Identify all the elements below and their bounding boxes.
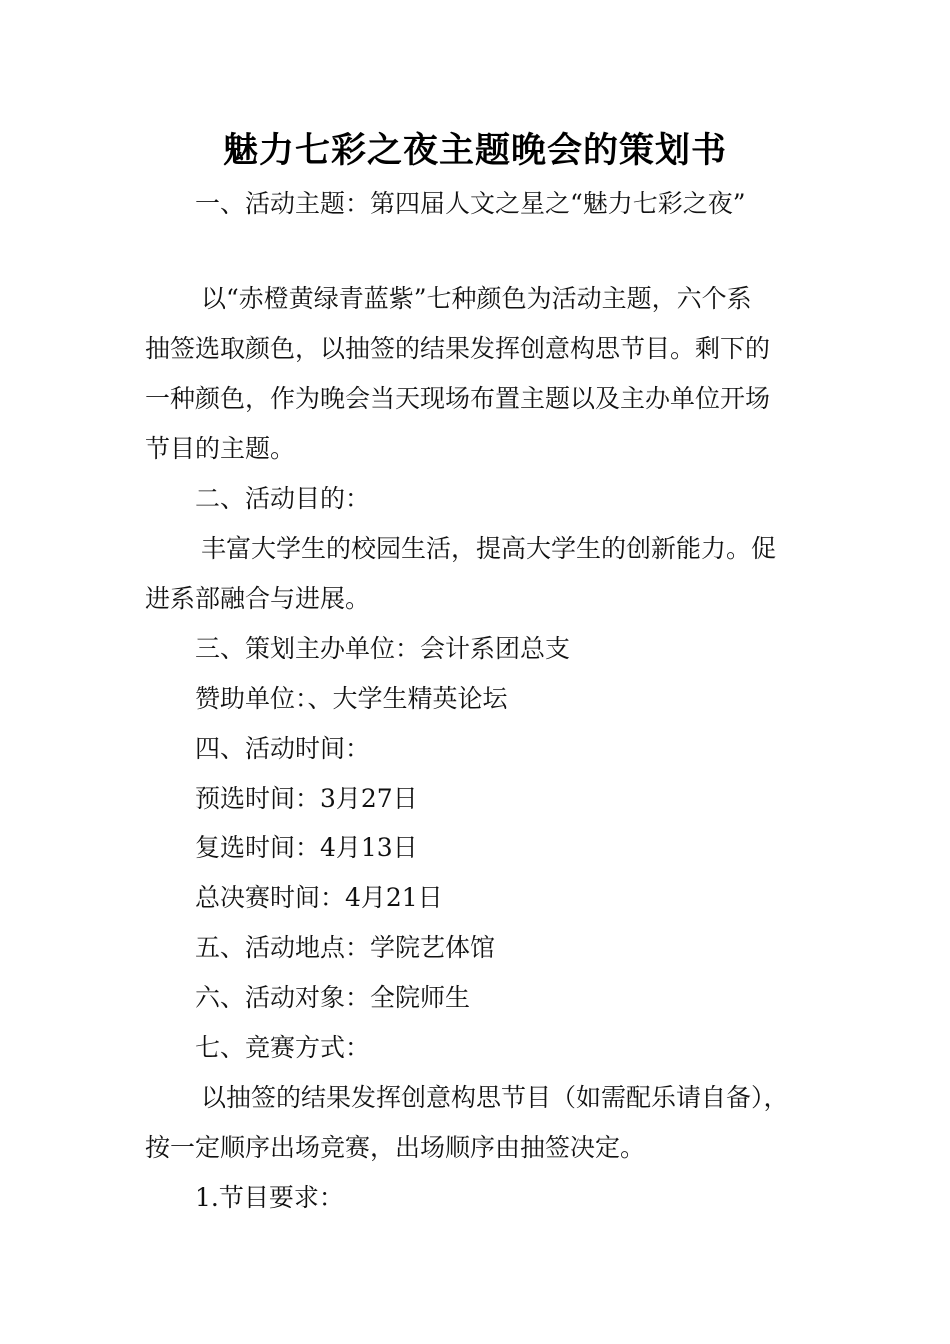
section2-heading: 二、活动目的： [195, 484, 371, 513]
section7-heading: 七、竞赛方式： [195, 1033, 371, 1062]
intro-line-2: 抽签选取颜色，以抽签的结果发挥创意构思节目。剩下的 [145, 334, 771, 363]
purpose-line-1: 丰富大学生的校园生活，提高大学生的创新能力。促 [201, 534, 777, 563]
section4-heading: 四、活动时间： [195, 734, 371, 763]
final-time: 总决赛时间：4月21日 [195, 883, 443, 912]
section1-heading: 一、活动主题：第四届人文之星之“魅力七彩之夜” [195, 189, 746, 218]
preliminary-time: 预选时间：3月27日 [195, 784, 418, 813]
section3-heading: 三、策划主办单位：会计系团总支 [195, 634, 571, 663]
document-title: 魅力七彩之夜主题晚会的策划书 [222, 131, 727, 171]
competition-line-2: 按一定顺序出场竞赛，出场顺序由抽签决定。 [145, 1133, 646, 1162]
intro-line-3: 一种颜色，作为晚会当天现场布置主题以及主办单位开场 [145, 384, 771, 413]
second-round-time: 复选时间：4月13日 [195, 833, 418, 862]
competition-line-1: 以抽签的结果发挥创意构思节目（如需配乐请自备）， [201, 1083, 789, 1112]
section6-heading: 六、活动对象：全院师生 [195, 983, 471, 1012]
intro-line-1: 以“赤橙黄绿青蓝紫”七种颜色为活动主题，六个系 [201, 284, 752, 313]
sponsor-line: 赞助单位：、大学生精英论坛 [195, 684, 508, 713]
purpose-line-2: 进系部融合与进展。 [145, 584, 371, 613]
intro-line-4: 节目的主题。 [145, 434, 296, 463]
section5-heading: 五、活动地点：学院艺体馆 [195, 933, 496, 962]
item1-heading: 1.节目要求： [195, 1183, 344, 1212]
